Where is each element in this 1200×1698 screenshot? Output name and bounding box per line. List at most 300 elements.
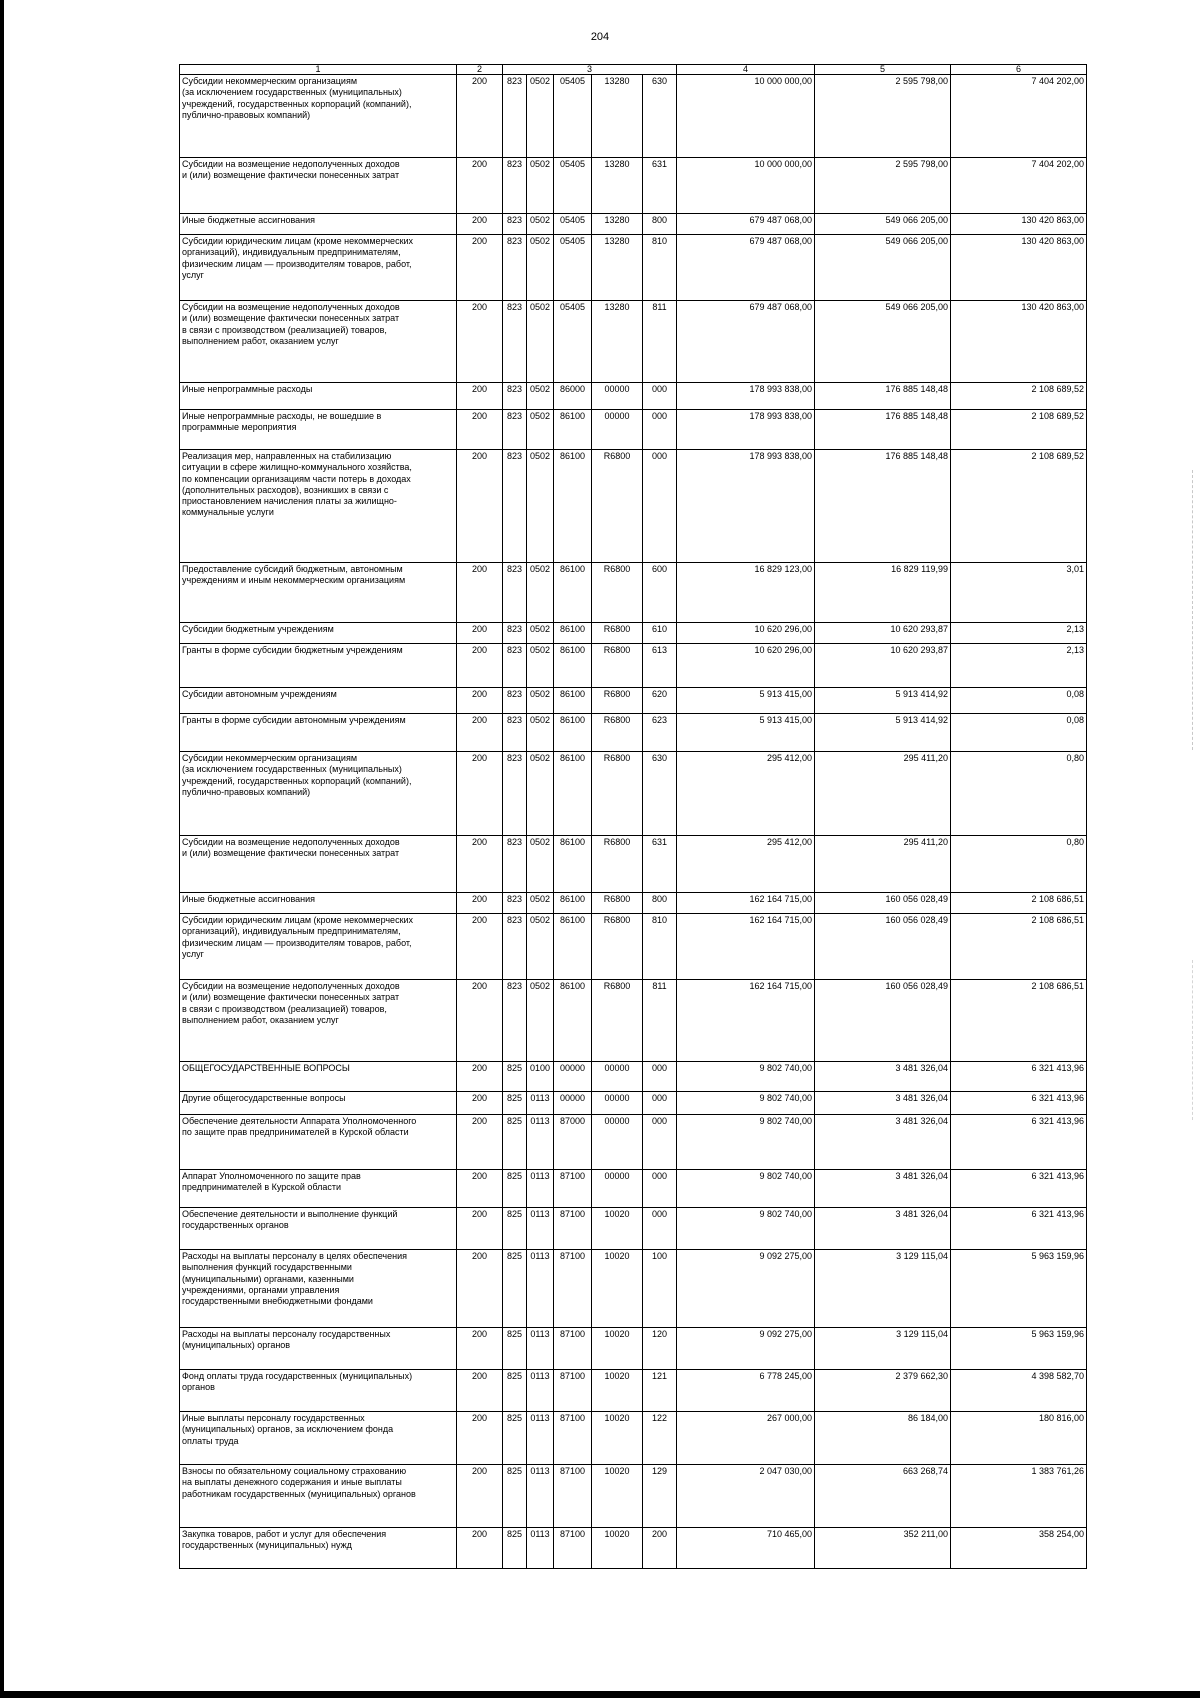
section-code-cell: 0502: [527, 714, 554, 752]
row-name-cell: Субсидии на возмещение недополученных доходов и (или) возмещение фактически понесенных затрат: [180, 836, 457, 893]
planned-amount-cell: 10 000 000,00: [677, 158, 815, 214]
expense-type-cell: 811: [643, 980, 677, 1062]
remaining-amount-cell: 6 321 413,96: [951, 1092, 1087, 1115]
grbs-code-cell: 823: [503, 450, 527, 563]
table-row: [180, 235, 1087, 301]
target-article-cell: 13280: [592, 214, 643, 235]
expense-type-cell: 623: [643, 714, 677, 752]
grbs-code-cell: 823: [503, 75, 527, 158]
program-code-cell: 05405: [554, 158, 592, 214]
scan-margin-marks: [1192, 470, 1197, 750]
expense-type-cell: 122: [643, 1412, 677, 1465]
remaining-amount-cell: 180 816,00: [951, 1412, 1087, 1465]
executed-amount-cell: 160 056 028,49: [815, 980, 951, 1062]
grbs-code-cell: 823: [503, 752, 527, 836]
line-code-cell: 200: [457, 980, 503, 1062]
program-code-cell: 86100: [554, 714, 592, 752]
section-code-cell: 0502: [527, 75, 554, 158]
planned-amount-cell: 295 412,00: [677, 752, 815, 836]
target-article-cell: R6800: [592, 563, 643, 623]
program-code-cell: 86100: [554, 644, 592, 688]
row-name-cell: Субсидии автономным учреждениям: [180, 688, 457, 714]
section-code-cell: 0502: [527, 836, 554, 893]
line-code-cell: 200: [457, 563, 503, 623]
section-code-cell: 0113: [527, 1170, 554, 1208]
grbs-code-cell: 825: [503, 1115, 527, 1170]
target-article-cell: 00000: [592, 1115, 643, 1170]
table-row: [180, 1170, 1087, 1208]
section-code-cell: 0502: [527, 301, 554, 383]
section-code-cell: 0502: [527, 893, 554, 914]
row-name-cell: Субсидии на возмещение недополученных доходов и (или) возмещение фактически понесенных затрат в связи с производством (реализацией) товаров, выполнением работ, оказанием услуг: [180, 980, 457, 1062]
column-header: 2: [457, 65, 503, 75]
scan-edge-left: [0, 0, 4, 1698]
grbs-code-cell: 823: [503, 158, 527, 214]
program-code-cell: 05405: [554, 214, 592, 235]
row-name-cell: Взносы по обязательному социальному страхованию на выплаты денежного содержания и иные выплаты работникам государственных (муниципальных) органов: [180, 1465, 457, 1528]
planned-amount-cell: 178 993 838,00: [677, 410, 815, 450]
line-code-cell: 200: [457, 752, 503, 836]
line-code-cell: 200: [457, 893, 503, 914]
target-article-cell: R6800: [592, 980, 643, 1062]
remaining-amount-cell: 4 398 582,70: [951, 1370, 1087, 1412]
grbs-code-cell: 823: [503, 980, 527, 1062]
remaining-amount-cell: 2,13: [951, 644, 1087, 688]
line-code-cell: 200: [457, 1115, 503, 1170]
executed-amount-cell: 3 481 326,04: [815, 1062, 951, 1092]
table-row: [180, 714, 1087, 752]
line-code-cell: 200: [457, 1170, 503, 1208]
line-code-cell: 200: [457, 214, 503, 235]
expense-type-cell: 800: [643, 893, 677, 914]
expense-type-cell: 000: [643, 1115, 677, 1170]
grbs-code-cell: 825: [503, 1208, 527, 1250]
program-code-cell: 86100: [554, 980, 592, 1062]
table-row: [180, 1328, 1087, 1370]
grbs-code-cell: 823: [503, 410, 527, 450]
line-code-cell: 200: [457, 1062, 503, 1092]
grbs-code-cell: 823: [503, 644, 527, 688]
target-article-cell: 10020: [592, 1412, 643, 1465]
program-code-cell: 87100: [554, 1170, 592, 1208]
section-code-cell: 0502: [527, 688, 554, 714]
line-code-cell: 200: [457, 688, 503, 714]
remaining-amount-cell: 0,08: [951, 688, 1087, 714]
planned-amount-cell: 162 164 715,00: [677, 914, 815, 980]
row-name-cell: Гранты в форме субсидии автономным учреждениям: [180, 714, 457, 752]
target-article-cell: R6800: [592, 450, 643, 563]
grbs-code-cell: 823: [503, 688, 527, 714]
executed-amount-cell: 295 411,20: [815, 836, 951, 893]
planned-amount-cell: 2 047 030,00: [677, 1465, 815, 1528]
program-code-cell: 87100: [554, 1328, 592, 1370]
planned-amount-cell: 178 993 838,00: [677, 450, 815, 563]
table-row: [180, 563, 1087, 623]
expense-type-cell: 000: [643, 1062, 677, 1092]
section-code-cell: 0502: [527, 980, 554, 1062]
remaining-amount-cell: 2 108 686,51: [951, 893, 1087, 914]
row-name-cell: Иные непрограммные расходы, не вошедшие в программные мероприятия: [180, 410, 457, 450]
target-article-cell: R6800: [592, 714, 643, 752]
executed-amount-cell: 3 481 326,04: [815, 1170, 951, 1208]
target-article-cell: R6800: [592, 752, 643, 836]
planned-amount-cell: 5 913 415,00: [677, 688, 815, 714]
executed-amount-cell: 160 056 028,49: [815, 893, 951, 914]
grbs-code-cell: 825: [503, 1370, 527, 1412]
remaining-amount-cell: 5 963 159,96: [951, 1328, 1087, 1370]
executed-amount-cell: 10 620 293,87: [815, 623, 951, 644]
table-row: [180, 1115, 1087, 1170]
remaining-amount-cell: 2 108 686,51: [951, 980, 1087, 1062]
section-code-cell: 0502: [527, 235, 554, 301]
row-name-cell: Закупка товаров, работ и услуг для обеспечения государственных (муниципальных) нужд: [180, 1528, 457, 1569]
table-row: [180, 158, 1087, 214]
remaining-amount-cell: 0,80: [951, 752, 1087, 836]
target-article-cell: 13280: [592, 301, 643, 383]
target-article-cell: 13280: [592, 75, 643, 158]
remaining-amount-cell: 6 321 413,96: [951, 1115, 1087, 1170]
planned-amount-cell: 9 092 275,00: [677, 1328, 815, 1370]
section-code-cell: 0502: [527, 914, 554, 980]
program-code-cell: 00000: [554, 1092, 592, 1115]
executed-amount-cell: 160 056 028,49: [815, 914, 951, 980]
row-name-cell: Субсидии юридическим лицам (кроме некоммерческих организаций), индивидуальным предпринимателям, физическим лицам — производителям товаров, работ, услуг: [180, 914, 457, 980]
program-code-cell: 00000: [554, 1062, 592, 1092]
line-code-cell: 200: [457, 623, 503, 644]
executed-amount-cell: 549 066 205,00: [815, 301, 951, 383]
expense-type-cell: 000: [643, 1208, 677, 1250]
program-code-cell: 86100: [554, 752, 592, 836]
column-header: 1: [180, 65, 457, 75]
executed-amount-cell: 295 411,20: [815, 752, 951, 836]
section-code-cell: 0113: [527, 1412, 554, 1465]
section-code-cell: 0113: [527, 1528, 554, 1569]
planned-amount-cell: 9 802 740,00: [677, 1170, 815, 1208]
line-code-cell: 200: [457, 235, 503, 301]
planned-amount-cell: 9 802 740,00: [677, 1062, 815, 1092]
line-code-cell: 200: [457, 714, 503, 752]
remaining-amount-cell: 2,13: [951, 623, 1087, 644]
executed-amount-cell: 3 481 326,04: [815, 1208, 951, 1250]
program-code-cell: 05405: [554, 235, 592, 301]
target-article-cell: 10020: [592, 1370, 643, 1412]
planned-amount-cell: 162 164 715,00: [677, 893, 815, 914]
section-code-cell: 0113: [527, 1092, 554, 1115]
row-name-cell: Субсидии на возмещение недополученных доходов и (или) возмещение фактически понесенных затрат: [180, 158, 457, 214]
table-row: [180, 893, 1087, 914]
executed-amount-cell: 663 268,74: [815, 1465, 951, 1528]
program-code-cell: 86100: [554, 688, 592, 714]
executed-amount-cell: 86 184,00: [815, 1412, 951, 1465]
remaining-amount-cell: 0,80: [951, 836, 1087, 893]
remaining-amount-cell: 358 254,00: [951, 1528, 1087, 1569]
target-article-cell: 00000: [592, 1092, 643, 1115]
executed-amount-cell: 3 481 326,04: [815, 1115, 951, 1170]
program-code-cell: 86100: [554, 450, 592, 563]
target-article-cell: 10020: [592, 1465, 643, 1528]
grbs-code-cell: 823: [503, 714, 527, 752]
table-row: [180, 383, 1087, 410]
expense-type-cell: 800: [643, 214, 677, 235]
line-code-cell: 200: [457, 914, 503, 980]
table-row: [180, 410, 1087, 450]
table-row: [180, 301, 1087, 383]
remaining-amount-cell: 2 108 689,52: [951, 410, 1087, 450]
row-name-cell: ОБЩЕГОСУДАРСТВЕННЫЕ ВОПРОСЫ: [180, 1062, 457, 1092]
expense-type-cell: 120: [643, 1328, 677, 1370]
line-code-cell: 200: [457, 1328, 503, 1370]
line-code-cell: 200: [457, 383, 503, 410]
target-article-cell: 13280: [592, 158, 643, 214]
table-row: [180, 1062, 1087, 1092]
table-row: [180, 980, 1087, 1062]
target-article-cell: 10020: [592, 1208, 643, 1250]
table-row: [180, 688, 1087, 714]
column-header: 6: [951, 65, 1087, 75]
grbs-code-cell: 823: [503, 623, 527, 644]
page-number: 204: [590, 31, 610, 43]
planned-amount-cell: 10 000 000,00: [677, 75, 815, 158]
executed-amount-cell: 176 885 148,48: [815, 383, 951, 410]
row-name-cell: Обеспечение деятельности и выполнение функций государственных органов: [180, 1208, 457, 1250]
expense-type-cell: 610: [643, 623, 677, 644]
grbs-code-cell: 823: [503, 214, 527, 235]
program-code-cell: 87100: [554, 1465, 592, 1528]
section-code-cell: 0113: [527, 1115, 554, 1170]
expense-type-cell: 810: [643, 914, 677, 980]
row-name-cell: Субсидии некоммерческим организациям (за исключением государственных (муниципальных) учреждений, государственных корпораций (компаний), публично-правовых компаний): [180, 752, 457, 836]
program-code-cell: 86000: [554, 383, 592, 410]
grbs-code-cell: 825: [503, 1328, 527, 1370]
row-name-cell: Субсидии некоммерческим организациям (за исключением государственных (муниципальных) учреждений, государственных корпораций (компаний), публично-правовых компаний): [180, 75, 457, 158]
row-name-cell: Субсидии бюджетным учреждениям: [180, 623, 457, 644]
row-name-cell: Иные бюджетные ассигнования: [180, 214, 457, 235]
target-article-cell: R6800: [592, 644, 643, 688]
section-code-cell: 0113: [527, 1370, 554, 1412]
row-name-cell: Другие общегосударственные вопросы: [180, 1092, 457, 1115]
table-row: [180, 1370, 1087, 1412]
program-code-cell: 86100: [554, 623, 592, 644]
program-code-cell: 05405: [554, 75, 592, 158]
section-code-cell: 0502: [527, 644, 554, 688]
line-code-cell: 200: [457, 1412, 503, 1465]
program-code-cell: 86100: [554, 410, 592, 450]
row-name-cell: Обеспечение деятельности Аппарата Уполномоченного по защите прав предпринимателей в Курской области: [180, 1115, 457, 1170]
table-row: [180, 450, 1087, 563]
row-name-cell: Иные непрограммные расходы: [180, 383, 457, 410]
target-article-cell: 10020: [592, 1328, 643, 1370]
grbs-code-cell: 825: [503, 1092, 527, 1115]
remaining-amount-cell: 3,01: [951, 563, 1087, 623]
grbs-code-cell: 823: [503, 301, 527, 383]
executed-amount-cell: 5 913 414,92: [815, 714, 951, 752]
expense-type-cell: 200: [643, 1528, 677, 1569]
remaining-amount-cell: 6 321 413,96: [951, 1062, 1087, 1092]
planned-amount-cell: 679 487 068,00: [677, 301, 815, 383]
header-row: [180, 65, 1087, 75]
planned-amount-cell: 10 620 296,00: [677, 644, 815, 688]
table-row: [180, 1250, 1087, 1328]
section-code-cell: 0113: [527, 1465, 554, 1528]
expense-type-cell: 613: [643, 644, 677, 688]
row-name-cell: Расходы на выплаты персоналу в целях обеспечения выполнения функций государственными (муниципальными) органами, казенными учреждениями, органами управления государственными внебюджетными фондами: [180, 1250, 457, 1328]
grbs-code-cell: 823: [503, 563, 527, 623]
grbs-code-cell: 825: [503, 1062, 527, 1092]
executed-amount-cell: 3 129 115,04: [815, 1328, 951, 1370]
section-code-cell: 0113: [527, 1328, 554, 1370]
executed-amount-cell: 549 066 205,00: [815, 214, 951, 235]
expense-type-cell: 000: [643, 410, 677, 450]
table-row: [180, 1528, 1087, 1569]
table-row: [180, 836, 1087, 893]
section-code-cell: 0502: [527, 410, 554, 450]
executed-amount-cell: 2 379 662,30: [815, 1370, 951, 1412]
line-code-cell: 200: [457, 836, 503, 893]
program-code-cell: 87100: [554, 1250, 592, 1328]
target-article-cell: R6800: [592, 914, 643, 980]
expense-type-cell: 600: [643, 563, 677, 623]
line-code-cell: 200: [457, 410, 503, 450]
planned-amount-cell: 9 802 740,00: [677, 1092, 815, 1115]
remaining-amount-cell: 130 420 863,00: [951, 235, 1087, 301]
grbs-code-cell: 823: [503, 383, 527, 410]
expense-type-cell: 620: [643, 688, 677, 714]
executed-amount-cell: 176 885 148,48: [815, 410, 951, 450]
remaining-amount-cell: 2 108 686,51: [951, 914, 1087, 980]
executed-amount-cell: 2 595 798,00: [815, 158, 951, 214]
executed-amount-cell: 5 913 414,92: [815, 688, 951, 714]
table-row: [180, 1208, 1087, 1250]
section-code-cell: 0113: [527, 1250, 554, 1328]
planned-amount-cell: 710 465,00: [677, 1528, 815, 1569]
expense-type-cell: 630: [643, 752, 677, 836]
section-code-cell: 0502: [527, 158, 554, 214]
planned-amount-cell: 9 802 740,00: [677, 1115, 815, 1170]
table-row: [180, 214, 1087, 235]
line-code-cell: 200: [457, 1465, 503, 1528]
expense-type-cell: 121: [643, 1370, 677, 1412]
program-code-cell: 86100: [554, 914, 592, 980]
grbs-code-cell: 825: [503, 1170, 527, 1208]
executed-amount-cell: 176 885 148,48: [815, 450, 951, 563]
target-article-cell: 10020: [592, 1250, 643, 1328]
program-code-cell: 87100: [554, 1370, 592, 1412]
program-code-cell: 87100: [554, 1208, 592, 1250]
target-article-cell: 13280: [592, 235, 643, 301]
grbs-code-cell: 825: [503, 1250, 527, 1328]
section-code-cell: 0502: [527, 563, 554, 623]
scan-margin-marks: [1192, 960, 1197, 1120]
expense-type-cell: 100: [643, 1250, 677, 1328]
planned-amount-cell: 679 487 068,00: [677, 214, 815, 235]
executed-amount-cell: 10 620 293,87: [815, 644, 951, 688]
remaining-amount-cell: 2 108 689,52: [951, 450, 1087, 563]
remaining-amount-cell: 7 404 202,00: [951, 75, 1087, 158]
remaining-amount-cell: 0,08: [951, 714, 1087, 752]
row-name-cell: Фонд оплаты труда государственных (муниципальных) органов: [180, 1370, 457, 1412]
target-article-cell: R6800: [592, 688, 643, 714]
line-code-cell: 200: [457, 1528, 503, 1569]
program-code-cell: 87100: [554, 1412, 592, 1465]
table-row: [180, 752, 1087, 836]
program-code-cell: 86100: [554, 893, 592, 914]
program-code-cell: 86100: [554, 563, 592, 623]
planned-amount-cell: 9 092 275,00: [677, 1250, 815, 1328]
expense-type-cell: 810: [643, 235, 677, 301]
remaining-amount-cell: 2 108 689,52: [951, 383, 1087, 410]
row-name-cell: Расходы на выплаты персоналу государственных (муниципальных) органов: [180, 1328, 457, 1370]
row-name-cell: Гранты в форме субсидии бюджетным учреждениям: [180, 644, 457, 688]
row-name-cell: Реализация мер, направленных на стабилизацию ситуации в сфере жилищно-коммунального хозяйства, по компенсации организациям части потерь в доходах (дополнительных расходов), возникших в связи с приостановлением начисления платы за жилищно- коммунальные услуги: [180, 450, 457, 563]
planned-amount-cell: 9 802 740,00: [677, 1208, 815, 1250]
section-code-cell: 0502: [527, 214, 554, 235]
table-row: [180, 623, 1087, 644]
program-code-cell: 86100: [554, 836, 592, 893]
grbs-code-cell: 823: [503, 836, 527, 893]
column-header: 4: [677, 65, 815, 75]
program-code-cell: 87100: [554, 1528, 592, 1569]
table-row: [180, 75, 1087, 158]
remaining-amount-cell: 130 420 863,00: [951, 301, 1087, 383]
expense-type-cell: 630: [643, 75, 677, 158]
planned-amount-cell: 162 164 715,00: [677, 980, 815, 1062]
executed-amount-cell: 2 595 798,00: [815, 75, 951, 158]
target-article-cell: 00000: [592, 1062, 643, 1092]
program-code-cell: 87000: [554, 1115, 592, 1170]
line-code-cell: 200: [457, 1250, 503, 1328]
line-code-cell: 200: [457, 1092, 503, 1115]
remaining-amount-cell: 7 404 202,00: [951, 158, 1087, 214]
expense-type-cell: 000: [643, 1092, 677, 1115]
target-article-cell: R6800: [592, 836, 643, 893]
section-code-cell: 0100: [527, 1062, 554, 1092]
grbs-code-cell: 825: [503, 1465, 527, 1528]
section-code-cell: 0502: [527, 450, 554, 563]
remaining-amount-cell: 5 963 159,96: [951, 1250, 1087, 1328]
table-row: [180, 1412, 1087, 1465]
target-article-cell: 10020: [592, 1528, 643, 1569]
target-article-cell: 00000: [592, 383, 643, 410]
expense-type-cell: 631: [643, 836, 677, 893]
planned-amount-cell: 6 778 245,00: [677, 1370, 815, 1412]
expense-type-cell: 811: [643, 301, 677, 383]
grbs-code-cell: 823: [503, 914, 527, 980]
expense-type-cell: 000: [643, 450, 677, 563]
row-name-cell: Аппарат Уполномоченного по защите прав предпринимателей в Курской области: [180, 1170, 457, 1208]
target-article-cell: 00000: [592, 410, 643, 450]
planned-amount-cell: 295 412,00: [677, 836, 815, 893]
table-row: [180, 1465, 1087, 1528]
planned-amount-cell: 5 913 415,00: [677, 714, 815, 752]
expense-type-cell: 000: [643, 1170, 677, 1208]
executed-amount-cell: 16 829 119,99: [815, 563, 951, 623]
budget-table: [179, 64, 1087, 1569]
executed-amount-cell: 3 129 115,04: [815, 1250, 951, 1328]
column-header: 3: [503, 65, 677, 75]
planned-amount-cell: 16 829 123,00: [677, 563, 815, 623]
row-name-cell: Субсидии юридическим лицам (кроме некоммерческих организаций), индивидуальным предпринимателям, физическим лицам — производителям товаров, работ, услуг: [180, 235, 457, 301]
line-code-cell: 200: [457, 1208, 503, 1250]
executed-amount-cell: 352 211,00: [815, 1528, 951, 1569]
grbs-code-cell: 825: [503, 1528, 527, 1569]
line-code-cell: 200: [457, 644, 503, 688]
executed-amount-cell: 3 481 326,04: [815, 1092, 951, 1115]
table-row: [180, 644, 1087, 688]
expense-type-cell: 129: [643, 1465, 677, 1528]
executed-amount-cell: 549 066 205,00: [815, 235, 951, 301]
section-code-cell: 0502: [527, 383, 554, 410]
grbs-code-cell: 825: [503, 1412, 527, 1465]
